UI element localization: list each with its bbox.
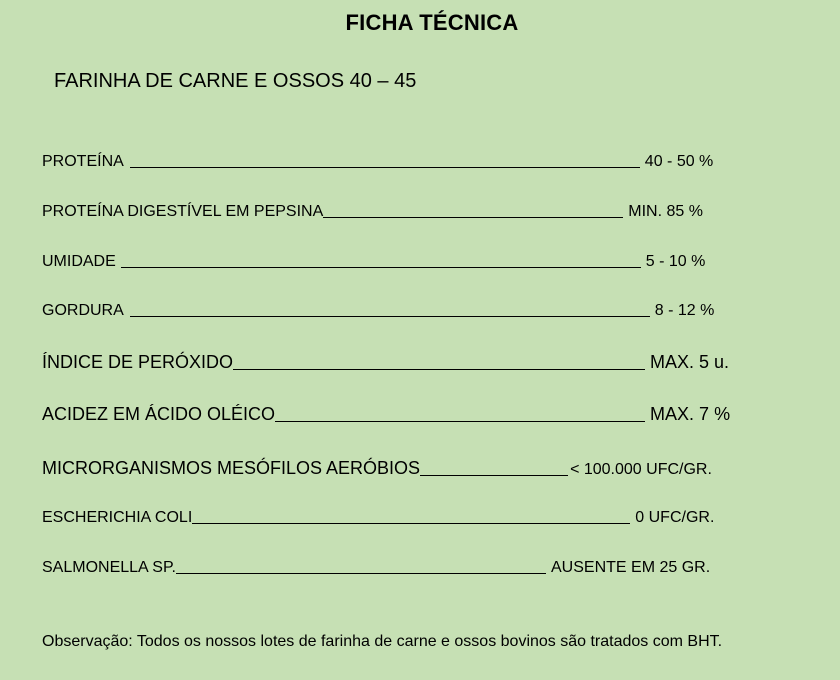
spec-row-proteina-digestivel: [42, 203, 703, 221]
spec-label: PROTEÍNA DIGESTÍVEL EM PEPSINA: [42, 203, 324, 220]
spec-value: 0 UFC/GR.: [635, 509, 715, 526]
spec-row-escherichia-coli: [42, 509, 714, 527]
spec-value: 40 - 50 %: [644, 153, 714, 170]
leader-line: [121, 266, 641, 268]
document-title: FICHA TÉCNICA: [345, 10, 519, 35]
spec-row-proteina: [42, 153, 713, 171]
spec-value: AUSENTE EM 25 GR.: [551, 559, 711, 576]
spec-row-salmonella: [42, 559, 710, 577]
leader-line: [323, 216, 623, 218]
spec-value: MAX. 5 u.: [650, 352, 730, 372]
spec-label: ACIDEZ EM ÁCIDO OLÉICO: [42, 404, 276, 424]
spec-label: ESCHERICHIA COLI: [42, 509, 193, 526]
product-name: FARINHA DE CARNE E OSSOS 40 – 45: [54, 70, 417, 92]
leader-line: [176, 572, 546, 574]
spec-value: 5 - 10 %: [645, 253, 706, 270]
spec-value: < 100.000 UFC/GR.: [570, 461, 712, 478]
spec-value: MIN. 85 %: [628, 203, 703, 220]
spec-label: GORDURA: [42, 302, 124, 319]
observation-note: Observação: Todos os nossos lotes de farinha de carne e ossos bovinos são tratados com BHT.: [42, 633, 723, 650]
spec-row-gordura: [42, 302, 714, 320]
leader-line: [275, 420, 645, 422]
spec-label: SALMONELLA SP.: [42, 559, 176, 576]
spec-label: PROTEÍNA: [42, 153, 124, 170]
leader-line: [130, 166, 640, 168]
spec-row-indice-peroxido: [42, 352, 729, 373]
spec-label: UMIDADE: [42, 253, 116, 270]
spec-row-acidez: [42, 404, 730, 425]
spec-value: MAX. 7 %: [650, 404, 731, 424]
spec-label: MICRORGANISMOS MESÓFILOS AERÓBIOS: [42, 458, 421, 478]
spec-label: ÍNDICE DE PERÓXIDO: [42, 352, 234, 372]
spec-value: 8 - 12 %: [654, 302, 715, 319]
leader-line: [233, 368, 645, 370]
spec-row-umidade: [42, 253, 705, 271]
leader-line: [130, 315, 650, 317]
spec-row-microrganismos: [42, 458, 712, 479]
leader-line: [420, 474, 568, 476]
leader-line: [192, 522, 630, 524]
